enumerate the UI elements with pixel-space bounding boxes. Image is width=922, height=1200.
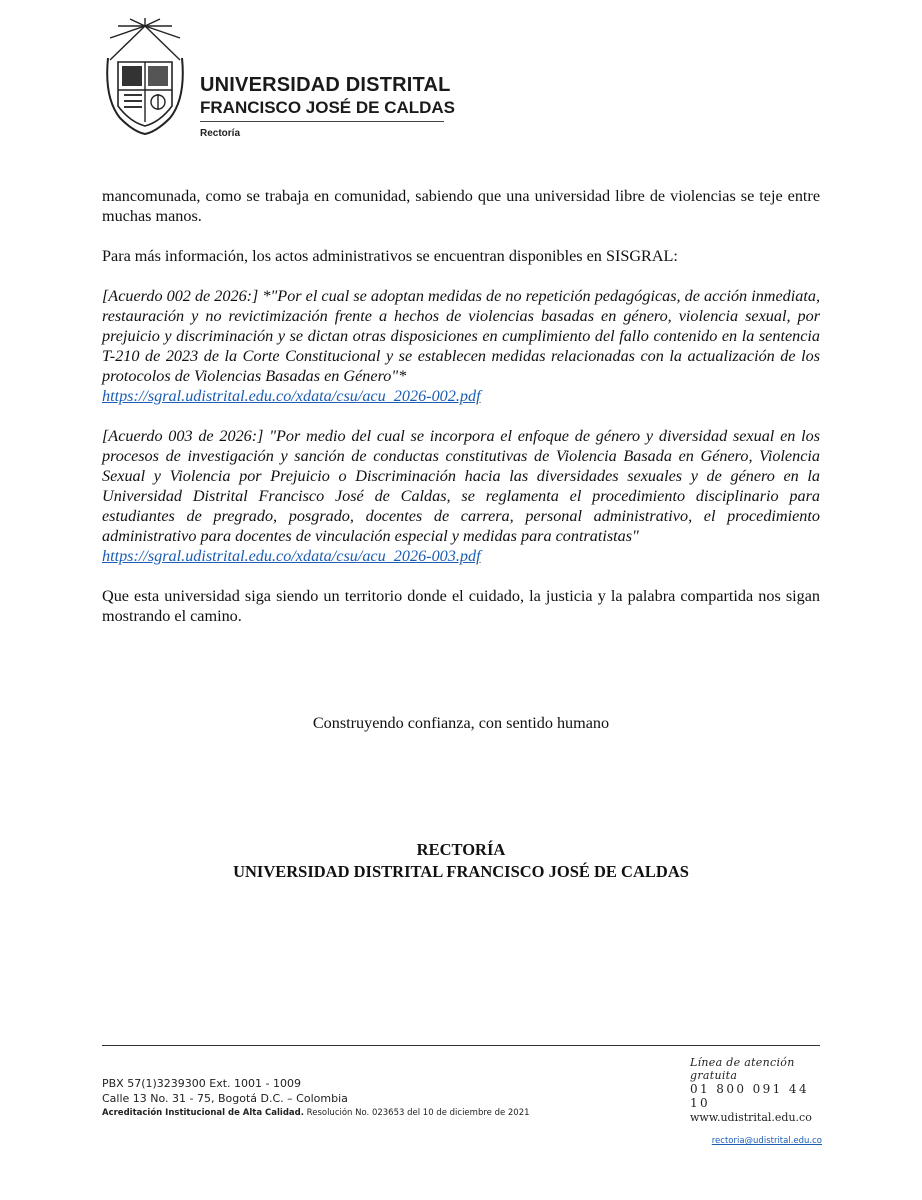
acuerdo-003-text: [Acuerdo 003 de 2026:] "Por medio del cual se incorpora el enfoque de género y diversidad sexual en los procesos de investigación y sanción de conductas constitutivas de Violencia Basada en Género, Violencia Sexual y Violencia por Prejuicio o Discriminación hacia las diversidades sexuales y de género en la Universidad Distrital Francisco José de Caldas, se reglamenta el procedimiento disciplinario para estudiantes de pregrado, posgrado, docentes de carrera, personal administrativo, el procedimiento administrativo para docentes de vinculación especial y medidas para contratistas"	[102, 427, 820, 545]
website-link[interactable]: www.udistrital.edu.co	[690, 1111, 812, 1124]
footer-contact	[102, 1076, 530, 1121]
signature-office: RECTORÍA	[416, 840, 506, 859]
hotline-label: Línea de atención gratuita	[690, 1056, 795, 1082]
letter-body	[102, 186, 820, 646]
email-link[interactable]: rectoria@udistrital.edu.co	[711, 1136, 822, 1146]
paragraph-info: Para más información, los actos administrativos se encuentran disponibles en SISGRAL:	[102, 247, 678, 265]
footer-accreditation	[102, 1106, 530, 1121]
hotline-number: 01 800 091 44 10	[690, 1082, 809, 1110]
accreditation-bold: Acreditación Institucional de Alta Calidad.	[102, 1108, 304, 1118]
acuerdo-003-block	[102, 426, 820, 566]
header-divider	[200, 121, 444, 122]
acuerdo-002-block	[102, 286, 820, 406]
footer-pbx: PBX 57(1)3239300 Ext. 1001 - 1009	[102, 1077, 301, 1090]
accreditation-rest: Resolución No. 023653 del 10 de diciembre de 2021	[303, 1108, 530, 1118]
office-name: Rectoría	[200, 128, 241, 139]
signature-institution: UNIVERSIDAD DISTRITAL FRANCISCO JOSÉ DE CALDAS	[233, 862, 689, 881]
acuerdo-002-link[interactable]: https://sgral.udistrital.edu.co/xdata/csu/acu_2026-002.pdf	[102, 387, 481, 405]
university-seal-icon	[100, 18, 190, 136]
footer-address: Calle 13 No. 31 - 75, Bogotá D.C. – Colombia	[102, 1092, 348, 1105]
acuerdo-002-text: [Acuerdo 002 de 2026:] *"Por el cual se adoptan medidas de no repetición pedagógicas, de acción inmediata, restauración y no revictimización frente a hechos de violencias basadas en género, violencia sexual, por prejuicio y discriminación y se dictan otras disposiciones en cumplimiento del fallo contenido en la sentencia T-210 de 2023 de la Corte Constitucional y se establecen medidas relacionadas con la actualización de los protocolos de Violencias Basadas en Género"*	[102, 287, 820, 385]
footer-hotline	[690, 1056, 822, 1146]
footer-divider	[102, 1045, 820, 1046]
acuerdo-003-link[interactable]: https://sgral.udistrital.edu.co/xdata/csu/acu_2026-003.pdf	[102, 547, 481, 565]
paragraph-intro: mancomunada, como se trabaja en comunidad, sabiendo que una universidad libre de violencias se teje entre muchas manos.	[102, 187, 820, 225]
org-name-line1: UNIVERSIDAD DISTRITAL	[200, 74, 451, 96]
paragraph-closing: Que esta universidad siga siendo un territorio donde el cuidado, la justicia y la palabra compartida nos sigan mostrando el camino.	[102, 587, 820, 625]
motto: Construyendo confianza, con sentido humano	[312, 714, 610, 732]
letterhead	[100, 18, 520, 138]
org-name-line2: FRANCISCO JOSÉ DE CALDAS	[200, 98, 456, 117]
